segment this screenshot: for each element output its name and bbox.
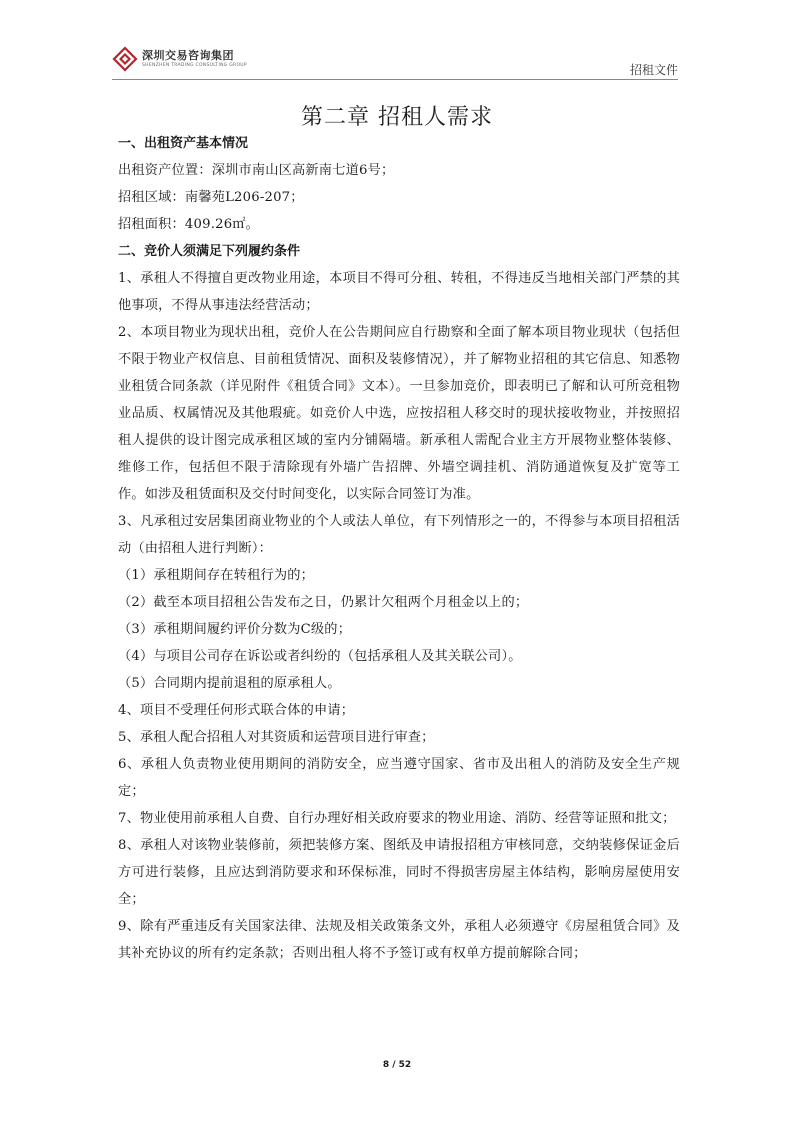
body-paragraph: 7、物业使用前承租人自费、自行办理好相关政府要求的物业用途、消防、经营等证照和批文； — [118, 811, 676, 826]
body-paragraph: 4、项目不受理任何形式联合体的申请； — [118, 703, 355, 718]
body-paragraph: 招租面积：409.26㎡。 — [118, 217, 260, 232]
logo-english-name: SHENZHEN TRADING CONSULTING GROUP — [142, 63, 247, 68]
logo-chinese-name: 深圳交易咨询集团 — [142, 49, 234, 62]
body-paragraph: 1、承租人不得擅自更改物业用途，本项目不得可分租、转租，不得违反当地相关部门严禁的其他事项，不得从事违法经营活动； — [118, 271, 680, 313]
body-paragraph: 8、承租人对该物业装修前，须把装修方案、图纸及申请报招租方审核同意，交纳装修保证金后方可进行装修，且应达到消防要求和环保标准，同时不得损害房屋主体结构，影响房屋使用安全； — [118, 838, 680, 907]
body-paragraph: （4）与项目公司存在诉讼或者纠纷的（包括承租人及其关联公司）。 — [118, 649, 522, 664]
logo-mark-icon — [112, 46, 138, 72]
company-logo — [112, 44, 247, 74]
body-paragraph: 出租资产位置：深圳市南山区高新南七道6号； — [118, 163, 395, 178]
page-number: 8 / 52 — [382, 1060, 412, 1070]
body-paragraph: （5）合同期内提前退租的原承租人。 — [118, 676, 341, 691]
body-paragraph: （3）承租期间履约评价分数为C级的； — [118, 622, 352, 637]
section-heading: 一、出租资产基本情况 — [118, 136, 249, 151]
body-paragraph: 9、除有严重违反有关国家法律、法规及相关政策条文外，承租人必须遵守《房屋租赁合同》及其补充协议的所有约定条款；否则出租人将不予签订或有权单方提前解除合同； — [118, 919, 680, 961]
body-paragraph: 3、凡承租过安居集团商业物业的个人或法人单位，有下列情形之一的，不得参与本项目招租活动（由招租人进行判断）： — [118, 514, 680, 556]
header-divider — [112, 79, 678, 80]
body-paragraph: 6、承租人负责物业使用期间的消防安全，应当遵守国家、省市及出租人的消防及安全生产规定； — [118, 757, 680, 799]
header-doc-label: 招租文件 — [629, 63, 678, 77]
body-paragraph: （1）承租期间存在转租行为的； — [118, 568, 315, 583]
chapter-title: 第二章 招租人需求 — [301, 105, 493, 130]
section-heading: 二、竞价人须满足下列履约条件 — [118, 244, 301, 259]
page-header — [112, 44, 678, 80]
body-paragraph: （2）截至本项目招租公告发布之日，仍累计欠租两个月租金以上的； — [118, 595, 529, 610]
body-paragraph: 2、本项目物业为现状出租，竞价人在公告期间应自行勘察和全面了解本项目物业现状（包括但不限于物业产权信息、目前租赁情况、面积及装修情况），并了解物业招租的其它信息、知悉物业租赁合同条款（详见附件《租赁合同》文本）。一旦参加竞价，即表明已了解和认可所竞租物业品质、权属情况及其他瑕疵。如竞价人中选，应按招租人移交时的现状接收物业，并按照招租人提供的设计图完成承租区域的室内分铺隔墙。新承租人需配合业主方开展物业整体装修、维修工作，包括但不限于清除现有外墙广告招牌、外墙空调挂机、消防通道恢复及扩宽等工作。如涉及租赁面积及交付时间变化，以实际合同签订为准。 — [118, 325, 680, 502]
body-paragraph: 招租区域：南馨苑L206-207； — [118, 190, 304, 205]
body-paragraph: 5、承租人配合招租人对其资质和运营项目进行审查； — [118, 730, 435, 745]
document-body — [118, 130, 680, 967]
